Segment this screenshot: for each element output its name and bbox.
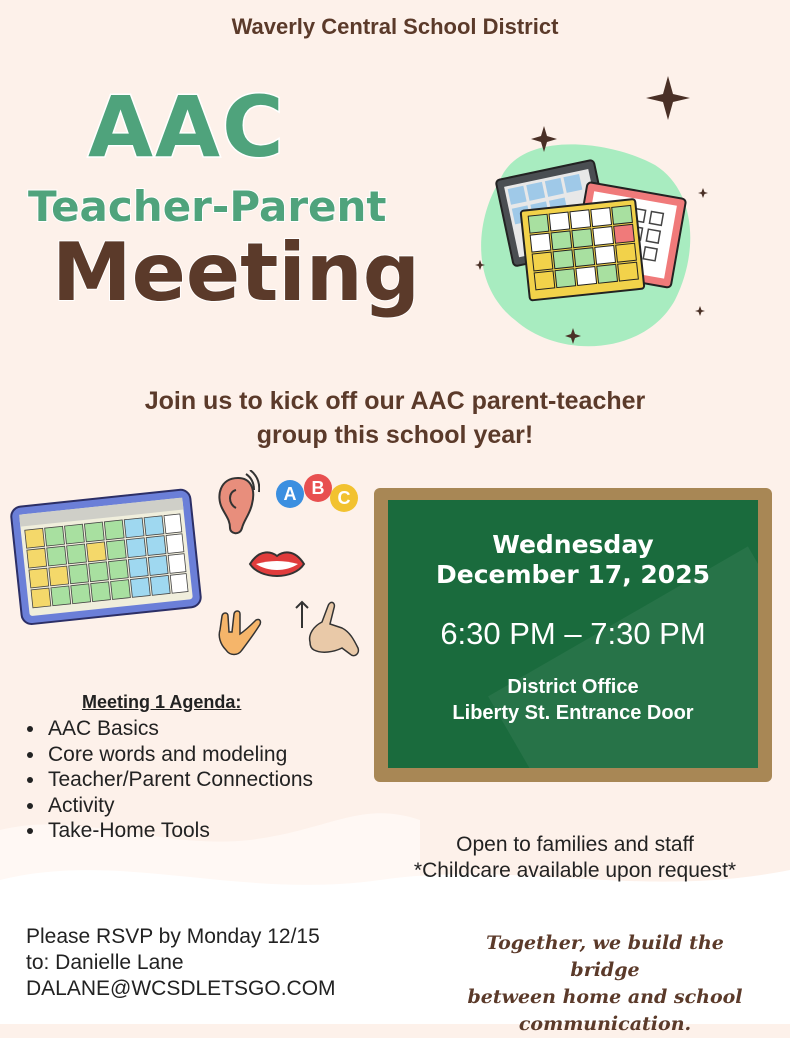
abc-bubble-a: A [276, 480, 304, 508]
title-meeting: Meeting [52, 226, 421, 319]
ear-icon [212, 470, 260, 538]
event-date: December 17, 2025 [436, 560, 710, 589]
district-name: Waverly Central School District [231, 14, 559, 39]
open-line-1: Open to families and staff [456, 833, 694, 856]
event-location-line-2: Liberty St. Entrance Door [452, 702, 694, 724]
title-aac: AAC [88, 78, 286, 176]
agenda-item: • Teacher/Parent Connections [46, 767, 313, 793]
chalkboard [374, 488, 772, 782]
agenda-list [20, 716, 313, 844]
hand-sign-y-icon [288, 598, 360, 664]
intro-line-1: Join us to kick off our AAC parent-teacher [144, 387, 646, 415]
abc-bubbles-icon [274, 474, 364, 524]
event-day: Wednesday [492, 530, 654, 559]
quote-line-3: communication. [518, 1013, 692, 1035]
aac-boards-illustration [440, 70, 740, 360]
rsvp-line-2: to: Danielle Lane [26, 951, 184, 974]
agenda-item: • Take-Home Tools [46, 818, 313, 844]
rsvp-email[interactable]: DALANE@WCSDLETSGO.COM [26, 977, 336, 1000]
intro-text [60, 384, 730, 452]
agenda-title: Meeting 1 Agenda: [82, 692, 242, 712]
agenda-item: • Activity [46, 793, 313, 819]
open-to-note [380, 832, 770, 884]
intro-line-2: group this school year! [256, 421, 534, 449]
title-teacher-parent: Teacher-Parent [28, 182, 387, 231]
rsvp-line-1: Please RSVP by Monday 12/15 [26, 925, 320, 948]
aac-tablet-icon [8, 480, 203, 635]
closing-quote [450, 930, 760, 1038]
rsvp-info [26, 924, 336, 1002]
agenda-item: • AAC Basics [46, 716, 313, 742]
quote-line-2: between home and school [467, 986, 743, 1008]
open-line-2: *Childcare available upon request* [413, 859, 737, 882]
abc-bubble-c: C [330, 484, 358, 512]
quote-line-1: Together, we build the bridge [486, 932, 724, 981]
event-location-line-1: District Office [507, 676, 639, 698]
event-time: 6:30 PM – 7:30 PM [440, 616, 706, 651]
abc-bubble-b: B [304, 474, 332, 502]
hand-sign-ily-icon [212, 610, 264, 662]
agenda-item: • Core words and modeling [46, 742, 313, 768]
chalkboard-surface [388, 500, 758, 768]
mouth-icon [246, 544, 308, 584]
